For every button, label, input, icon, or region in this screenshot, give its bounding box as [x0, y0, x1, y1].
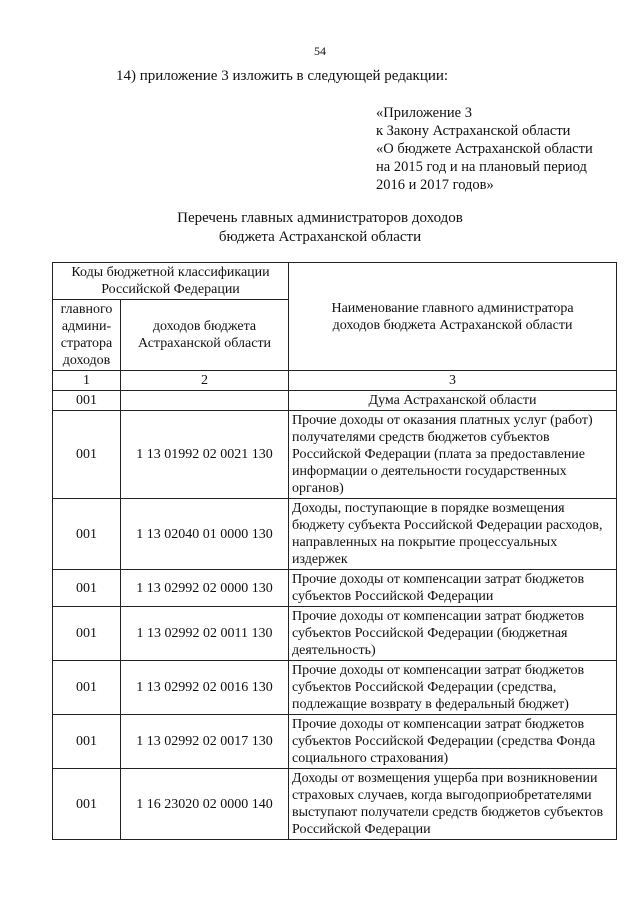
income-code: 1 13 02992 02 0011 130 [121, 607, 289, 661]
income-code: 1 16 23020 02 0000 140 [121, 769, 289, 840]
income-name: Прочие доходы от компенсации затрат бюджетов субъектов Российской Федерации (средства, подлежащие возврату в федеральный бюджет) [289, 661, 617, 715]
admin-code: 001 [53, 411, 121, 499]
income-name: Доходы, поступающие в порядке возмещения бюджету субъекта Российской Федерации расходов, направленных на покрытие процессуальных издержек [289, 499, 617, 570]
admin-code: 001 [53, 661, 121, 715]
appendix-line: «Приложение 3 [376, 105, 472, 121]
header-income: доходов бюджета Астраханской области [121, 300, 289, 371]
section-code: 001 [53, 391, 121, 411]
admin-code: 001 [53, 715, 121, 769]
income-name: Доходы от возмещения ущерба при возникновении страховых случаев, когда выгодоприобретателями выступают получатели средств бюджетов субъектов Российской Федерации [289, 769, 617, 840]
income-code: 1 13 02992 02 0000 130 [121, 570, 289, 607]
title-line: бюджета Астраханской области [218, 229, 422, 245]
income-code: 1 13 02992 02 0017 130 [121, 715, 289, 769]
intro-text: 14) приложение 3 изложить в следующей редакции: [116, 68, 449, 84]
admin-code: 001 [53, 607, 121, 661]
header-codes: Коды бюджетной классификации Российской Федерации [53, 263, 289, 300]
column-number: 2 [121, 371, 289, 391]
appendix-line: 2016 и 2017 годов» [376, 177, 494, 193]
appendix-line: «О бюджете Астраханской области [376, 141, 593, 157]
admin-code: 001 [53, 499, 121, 570]
header-admin: главного админи-стратора доходов [53, 300, 121, 371]
income-name: Прочие доходы от компенсации затрат бюджетов субъектов Российской Федерации (бюджетная деятельность) [289, 607, 617, 661]
table-row [53, 715, 617, 769]
title-line: Перечень главных администраторов доходов [177, 210, 463, 226]
income-code: 1 13 02040 01 0000 130 [121, 499, 289, 570]
table-row [53, 607, 617, 661]
administrators-table [52, 262, 617, 840]
table-row [53, 499, 617, 570]
appendix-reference [376, 104, 593, 194]
admin-code: 001 [53, 769, 121, 840]
page-number: 54 [314, 44, 326, 58]
header-name: Наименование главного администратора доходов бюджета Астраханской области [289, 263, 617, 371]
table-row [53, 570, 617, 607]
income-name: Прочие доходы от оказания платных услуг (работ) получателями средств бюджетов субъектов Российской Федерации (плата за предоставление информации о деятельности государственных органов) [289, 411, 617, 499]
column-number: 3 [289, 371, 617, 391]
income-name: Прочие доходы от компенсации затрат бюджетов субъектов Российской Федерации (средства Фонда социального страхования) [289, 715, 617, 769]
income-code: 1 13 02992 02 0016 130 [121, 661, 289, 715]
section-name: Дума Астраханской области [289, 391, 617, 411]
admin-code: 001 [53, 570, 121, 607]
table-row [53, 769, 617, 840]
section-empty [121, 391, 289, 411]
table-row [53, 661, 617, 715]
appendix-line: на 2015 год и на плановый период [376, 159, 587, 175]
income-name: Прочие доходы от компенсации затрат бюджетов субъектов Российской Федерации [289, 570, 617, 607]
table-row [53, 411, 617, 499]
column-number: 1 [53, 371, 121, 391]
list-title [0, 209, 640, 247]
income-code: 1 13 01992 02 0021 130 [121, 411, 289, 499]
appendix-line: к Закону Астраханской области [376, 123, 571, 139]
